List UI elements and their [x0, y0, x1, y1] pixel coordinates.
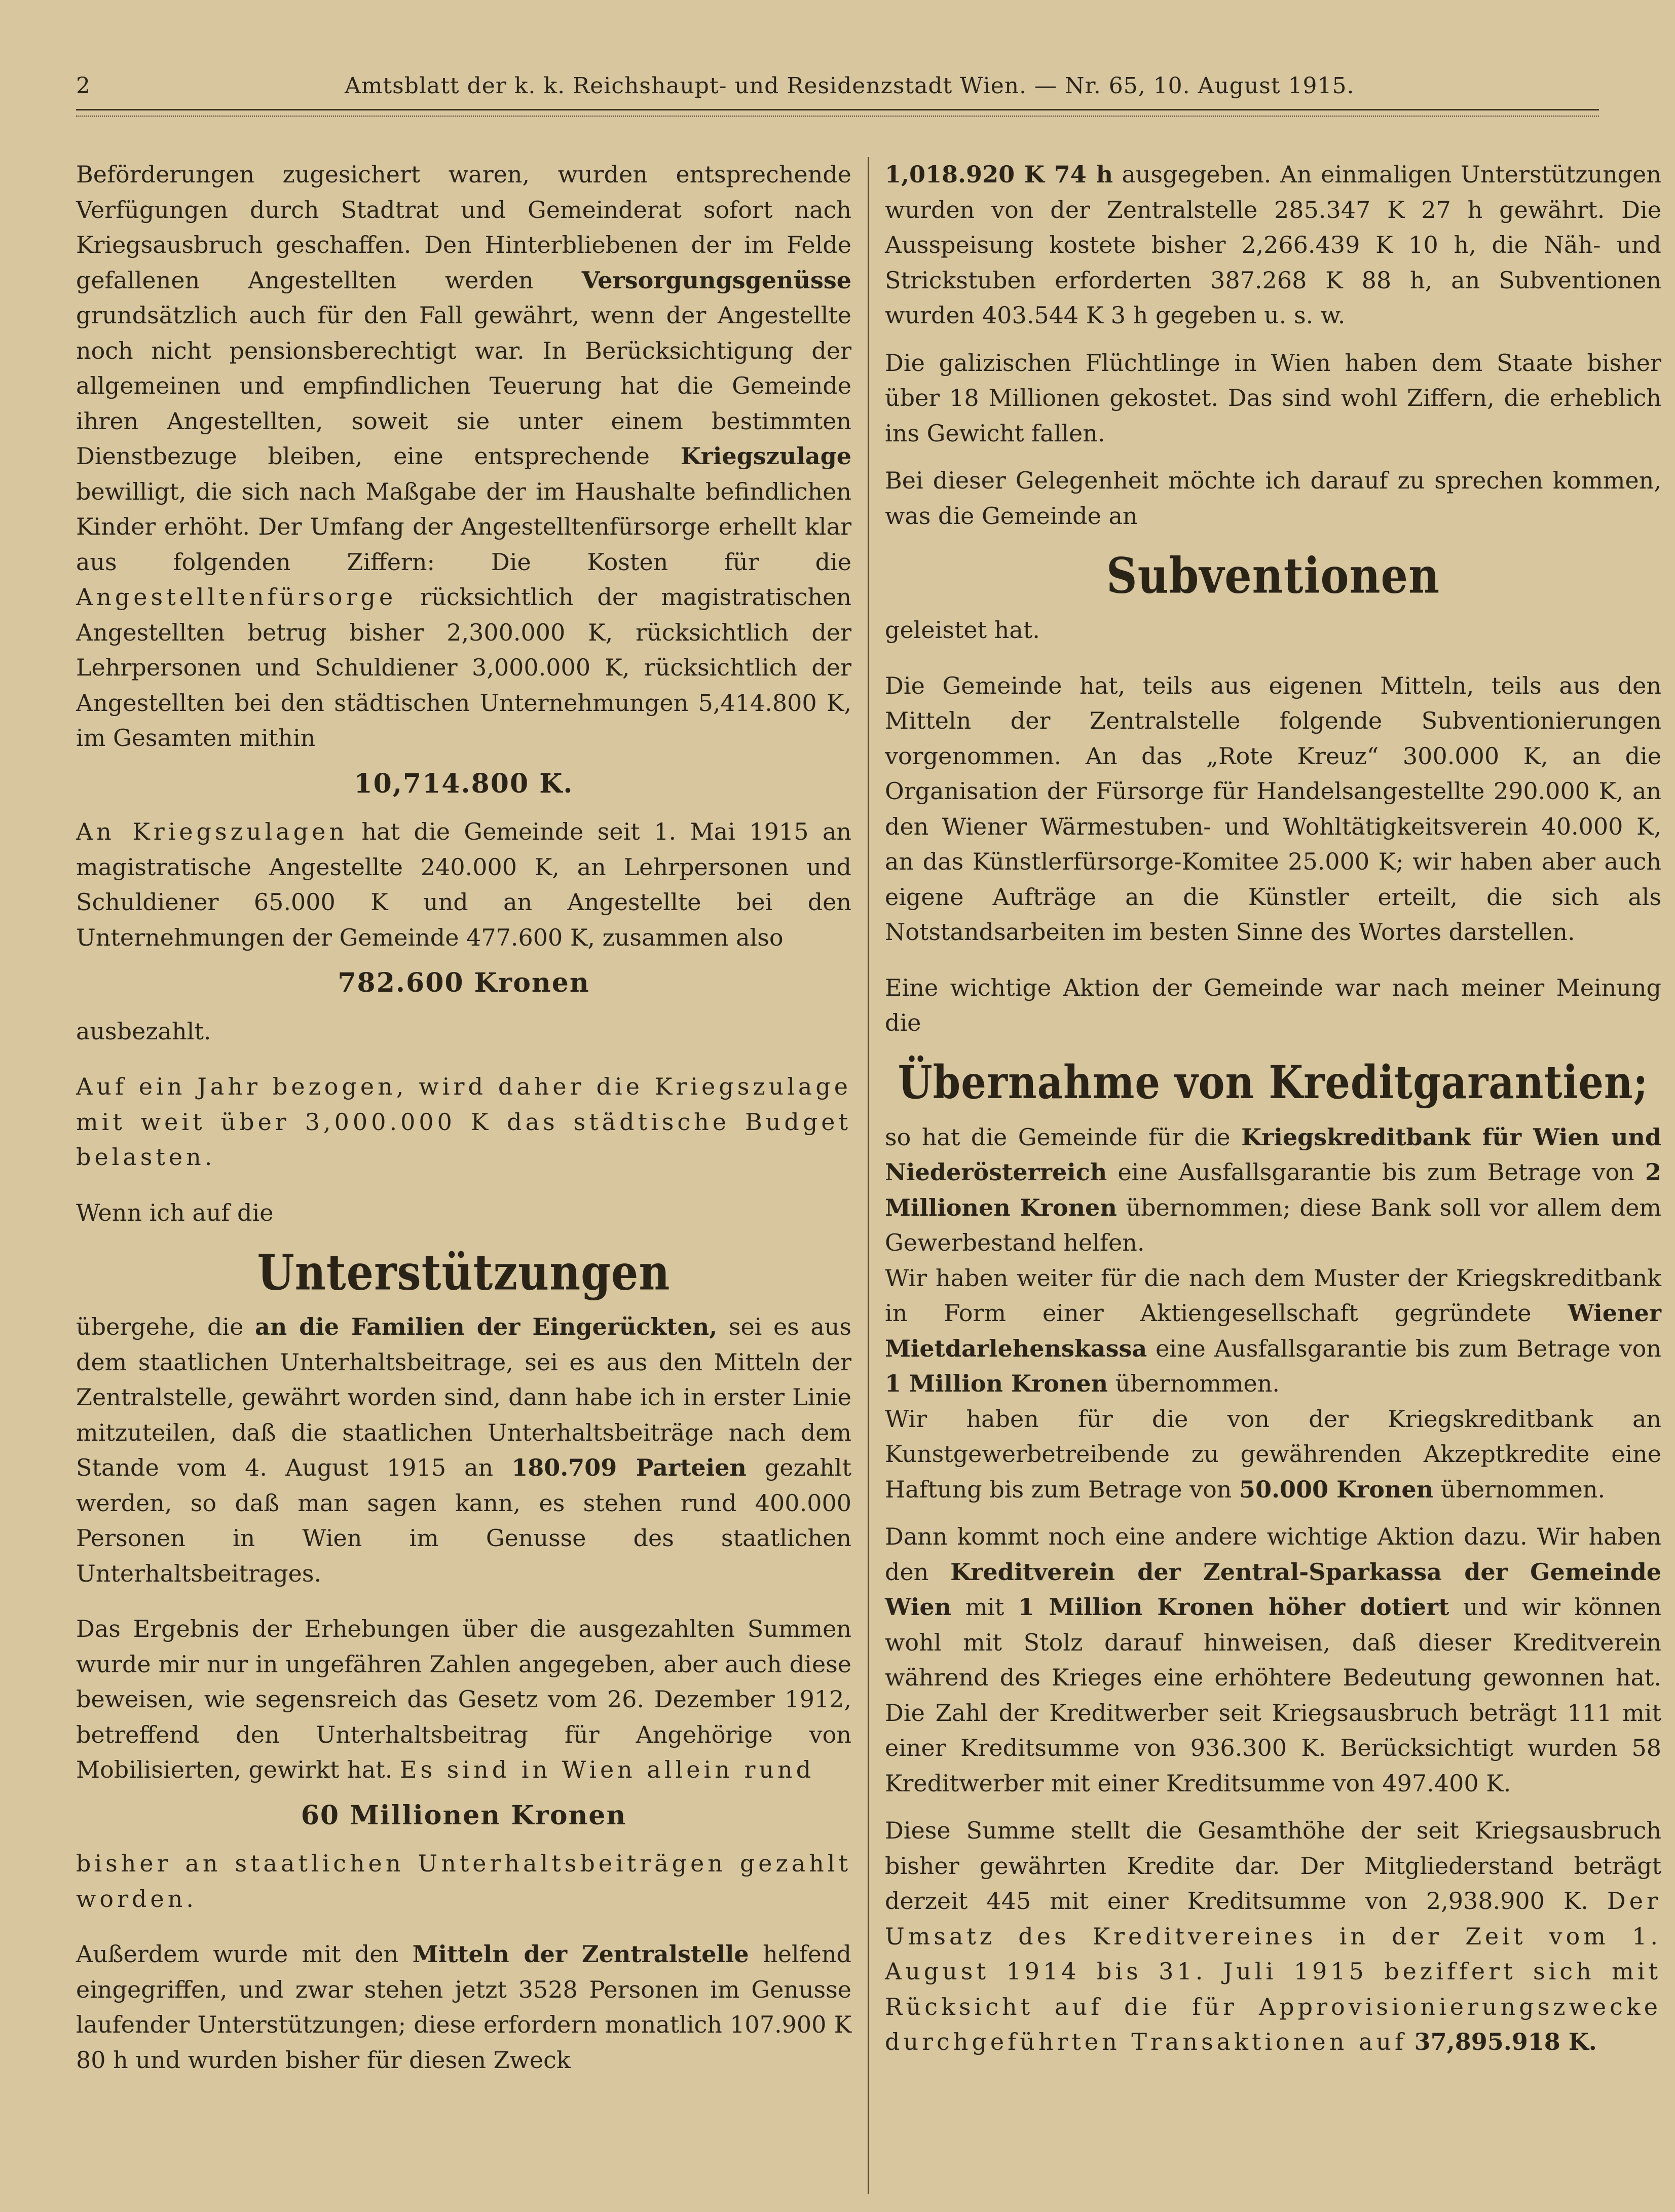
highlighted-figure: 10,714.800 K. [354, 768, 574, 799]
paragraph: Diese Summe stellt die Gesamthöhe der seit Kriegsausbruch bisher gewährten Kredite dar. Der Mitgliederstand beträgt derzeit 445 mit einer Kreditsumme von 2,938.900 K. Der Umsatz des Kreditvereines in der Zeit vom 1. August 1914 bis 31. Juli 1915 beziffert sich mit Rücksicht auf die für Approvisionierungszwecke durchgeführten Transaktionen auf 37,895.918 K. [885, 1817, 1661, 2055]
paragraph: Eine wichtige Aktion der Gemeinde war nach meiner Meinung die [885, 973, 1661, 1036]
paragraph: Die galizischen Flüchtlinge in Wien haben dem Staate bisher über 18 Millionen gekostet. Das sind wohl Ziffern, die erheblich ins Gewicht fallen. [885, 349, 1661, 447]
paragraph: ausbezahlt. [76, 1017, 211, 1045]
paragraph: Außerdem wurde mit den Mitteln der Zentralstelle helfend eingegriffen, und zwar stehen jetzt 3528 Personen im Genusse laufender Unterstützungen; diese erfordern monatlich 107.900 K 80 h und wurden bisher für diesen Zweck [76, 1940, 851, 2074]
right-column [885, 157, 1661, 2060]
section-heading: Übernahme von Kreditgarantien; [898, 1056, 1649, 1109]
highlighted-figure: 782.600 Kronen [338, 967, 590, 998]
paragraph: Wenn ich auf die [76, 1198, 274, 1226]
page-number: 2 [76, 73, 90, 99]
paragraph: Die Gemeinde hat, teils aus eigenen Mitteln, teils aus den Mitteln der Zentralstelle folgende Subventionierungen vorgenommen. An das „Rote Kreuz“ 300.000 K, an die Organisation der Fürsorge für Handelsangestellte 290.000 K, an den Wiener Wärmestuben- und Wohltätigkeitsverein 40.000 K, an das Künstlerfürsorge-Komitee 25.000 K; wir haben aber auch eigene Aufträge an die Künstler erteilt, die sich als Notstandsarbeiten im besten Sinne des Wortes darstellen. [885, 671, 1661, 946]
paragraph: Dann kommt noch eine andere wichtige Aktion dazu. Wir haben den Kreditverein der Zentral-Sparkassa der Gemeinde Wien mit 1 Million Kronen höher dotiert und wir können wohl mit Stolz darauf hinweisen, daß dieser Kreditverein während des Krieges eine erhöhtere Bedeutung gewonnen hat. Die Zahl der Kreditwerber seit Kriegsausbruch beträgt 111 mit einer Kreditsumme von 936.300 K. Berücksichtigt wurden 58 Kreditwerber mit einer Kreditsumme von 497.400 K. [885, 1523, 1662, 1797]
highlighted-figure: 60 Millionen Kronen [301, 1799, 627, 1831]
paragraph: Wir haben für die von der Kriegskreditbank an Kunstgewerbetreibende zu gewährenden Akzeptkredite eine Haftung bis zum Betrage von 50.000 Kronen übernommen. [885, 1405, 1661, 1503]
paragraph: Das Ergebnis der Erhebungen über die ausgezahlten Summen wurde mir nur in ungefähren Zahlen angegeben, aber auch diese beweisen, wie segensreich das Gesetz vom 26. Dezember 1912, betreffend den Unterhaltsbeitrag für Angehörige von Mobilisierten, gewirkt hat. Es sind in Wien allein rund [76, 1615, 851, 1783]
running-title: Amtsblatt der k. k. Reichshaupt- und Residenzstadt Wien. — Nr. 65, 10. August 1915. [345, 73, 1355, 99]
paragraph: Beförderungen zugesichert waren, wurden entsprechende Verfügungen durch Stadtrat und Gemeinderat sofort nach Kriegsausbruch geschaffen. Den Hinterbliebenen der im Felde gefallenen Angestellten werden Versorgungsgenüsse grundsätzlich auch für den Fall gewährt, wenn der Angestellte noch nicht pensionsberechtigt war. In Berücksichtigung der allgemeinen und empfindlichen Teuerung hat die Gemeinde ihren Angestellten, soweit sie unter einem bestimmten Dienstbezuge bleiben, eine entsprechende Kriegszulage bewilligt, die sich nach Maßgabe der im Haushalte befindlichen Kinder erhöht. Der Umfang der Angestelltenfürsorge erhellt klar aus folgenden Ziffern: Die Kosten für die Angestelltenfürsorge rücksichtlich der magistratischen Angestellten betrug bisher 2,300.000 K, rücksichtlich der Lehrpersonen und Schuldiener 3,000.000 K, rücksichtlich der Angestellten bei den städtischen Unternehmungen 5,414.800 K, im Gesamten mithin [76, 161, 852, 752]
header-rule [76, 109, 1599, 117]
paragraph: An Kriegszulagen hat die Gemeinde seit 1. Mai 1915 an magistratische Angestellte 240.000 K, an Lehrpersonen und Schuldiener 65.000 K und an Angestellte bei den Unternehmungen der Gemeinde 477.600 K, zusammen also [76, 818, 852, 951]
section-heading: Unterstützungen [257, 1243, 671, 1301]
column-divider [868, 157, 869, 2194]
paragraph: geleistet hat. [885, 616, 1040, 644]
paragraph: 1,018.920 K 74 h ausgegeben. An einmaligen Unterstützungen wurden von der Zentralstelle 285.347 K 27 h gewährt. Die Ausspeisung kostete bisher 2,266.439 K 10 h, die Näh- und Strickstuben erforderten 387.268 K 88 h, an Subventionen wurden 403.544 K 3 h gegeben u. s. w. [885, 161, 1662, 329]
paragraph: bisher an staatlichen Unterhaltsbeiträgen gezahlt worden. [76, 1850, 851, 1913]
paragraph: so hat die Gemeinde für die Kriegskreditbank für Wien und Niederösterreich eine Ausfallsgarantie bis zum Betrage von 2 Millionen Kronen übernommen; diese Bank soll vor allem dem Gewerbestand helfen. [885, 1123, 1662, 1256]
paragraph: Bei dieser Gelegenheit möchte ich darauf zu sprechen kommen, was die Gemeinde an [885, 467, 1661, 530]
paragraph: Wir haben weiter für die nach dem Muster der Kriegskreditbank in Form einer Aktiengesellschaft gegründete Wiener Mietdarlehenskassa eine Ausfallsgarantie bis zum Betrage von 1 Million Kronen übernommen. [885, 1264, 1661, 1397]
paragraph: Auf ein Jahr bezogen, wird daher die Kriegszulage mit weit über 3,000.000 K das städtische Budget belasten. [76, 1073, 851, 1171]
section-heading: Subventionen [1106, 546, 1440, 605]
paragraph: übergehe, die an die Familien der Eingerückten, sei es aus dem staatlichen Unterhaltsbeitrage, sei es aus den Mitteln der Zentralstelle, gewährt worden sind, dann habe ich in erster Linie mitzuteilen, daß die staatlichen Unterhaltsbeiträge nach dem Stande vom 4. August 1915 an 180.709 Parteien gezahlt werden, so daß man sagen kann, es stehen rund 400.000 Personen in Wien im Genusse des staatlichen Unterhaltsbeitrages. [76, 1313, 851, 1587]
left-column [76, 157, 851, 2078]
